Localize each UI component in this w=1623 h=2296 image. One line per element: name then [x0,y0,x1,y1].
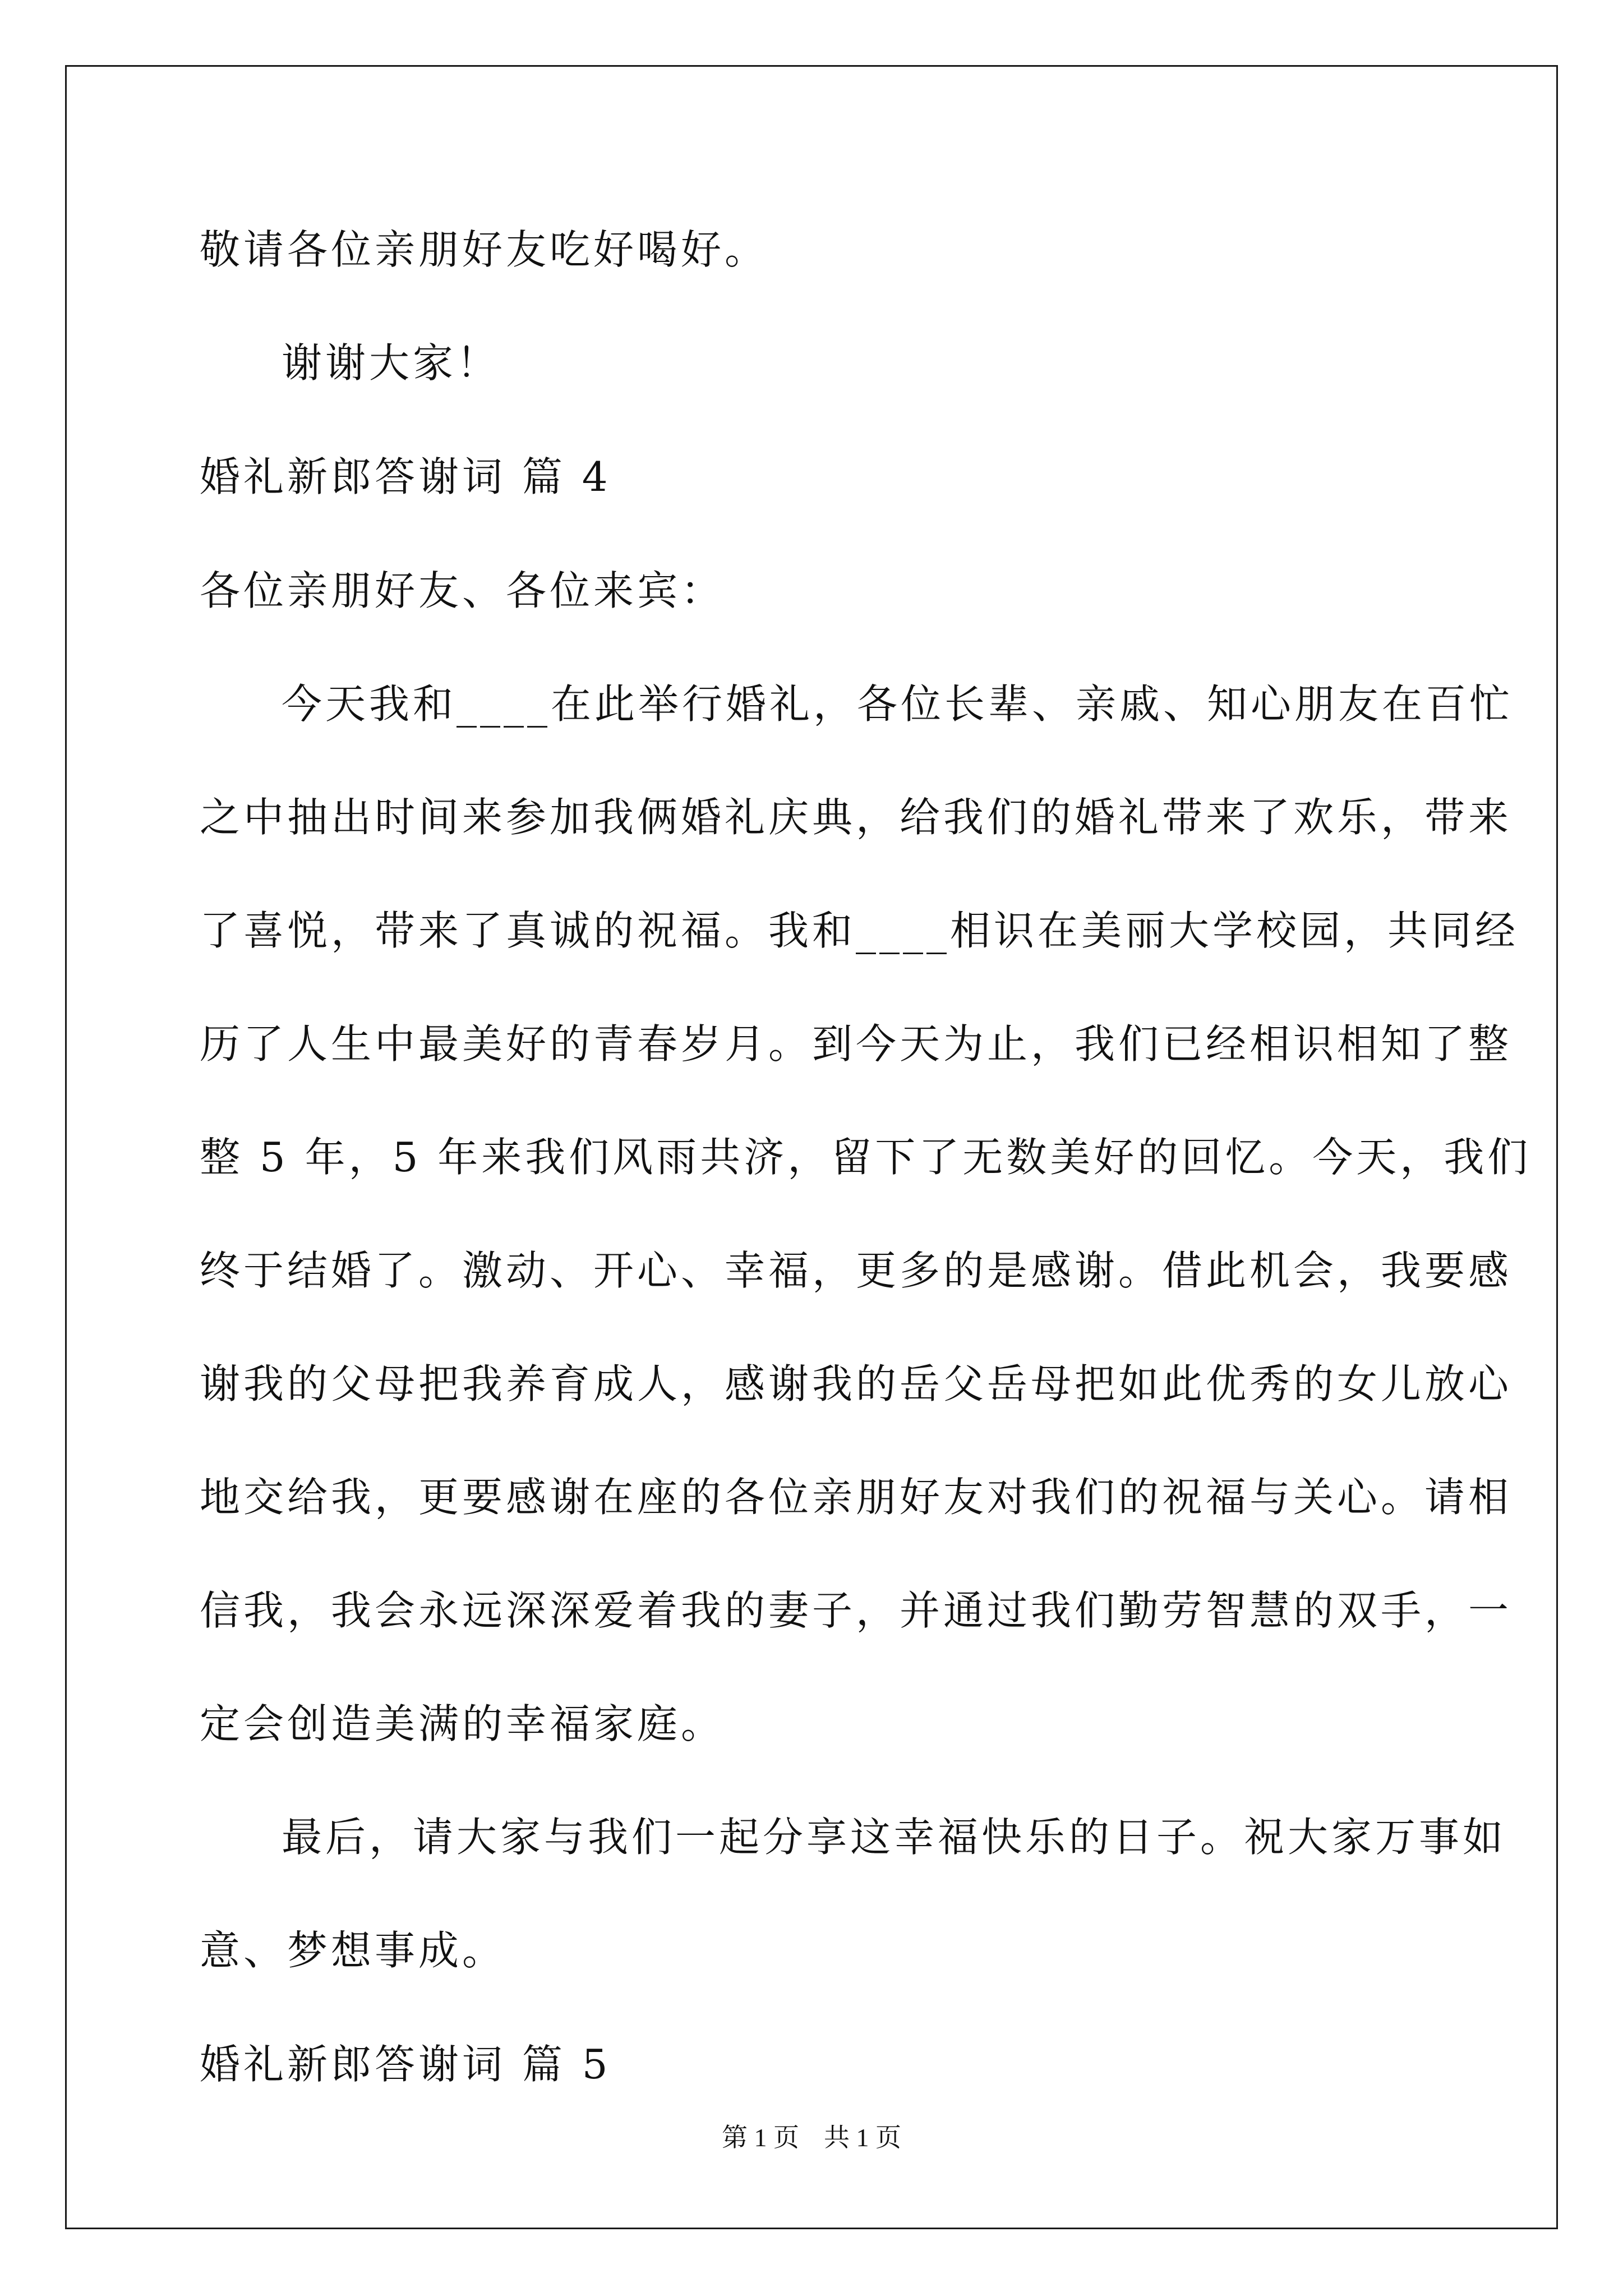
paragraph-line: 地交给我，更要感谢在座的各位亲朋好友对我们的祝福与关心。请相 [200,1474,1513,1521]
paragraph-line: 今天我和____在此举行婚礼，各位长辈、亲戚、知心朋友在百忙 [282,680,1514,728]
paragraph-line: 整 5 年，5 年来我们风雨共济，留下了无数美好的回忆。今天，我们 [200,1134,1532,1181]
paragraph-line: 谢谢大家！ [282,339,501,386]
paragraph-line: 谢我的父母把我养育成人，感谢我的岳父岳母把如此优秀的女儿放心 [200,1360,1513,1407]
page-count: 共 1 页 [824,2123,901,2152]
paragraph-line: 定会创造美满的幸福家庭。 [200,1700,725,1747]
paragraph-line: 之中抽出时间来参加我俩婚礼庆典，给我们的婚礼带来了欢乐，带来 [200,794,1513,841]
paragraph-line: 终于结婚了。激动、开心、幸福，更多的是感谢。借此机会，我要感 [200,1247,1513,1294]
page-number: 第 1 页 [722,2123,799,2152]
page-footer [0,2122,1623,2154]
salutation: 各位亲朋好友、各位来宾： [200,567,725,614]
paragraph-line: 信我，我会永远深深爱着我的妻子，并通过我们勤劳智慧的双手，一 [200,1587,1513,1634]
paragraph-line: 了喜悦，带来了真诚的祝福。我和____相识在美丽大学校园，共同经 [200,907,1519,954]
paragraph-line: 历了人生中最美好的青春岁月。到今天为止，我们已经相识相知了整 [200,1020,1513,1068]
section-heading-5: 婚礼新郎答谢词 篇 5 [200,2041,611,2088]
paragraph-line: 意、梦想事成。 [200,1927,506,1974]
paragraph-line: 最后，请大家与我们一起分享这幸福快乐的日子。祝大家万事如 [282,1814,1507,1861]
section-heading-4: 婚礼新郎答谢词 篇 4 [200,453,611,500]
paragraph-line: 敬请各位亲朋好友吃好喝好。 [200,226,769,273]
